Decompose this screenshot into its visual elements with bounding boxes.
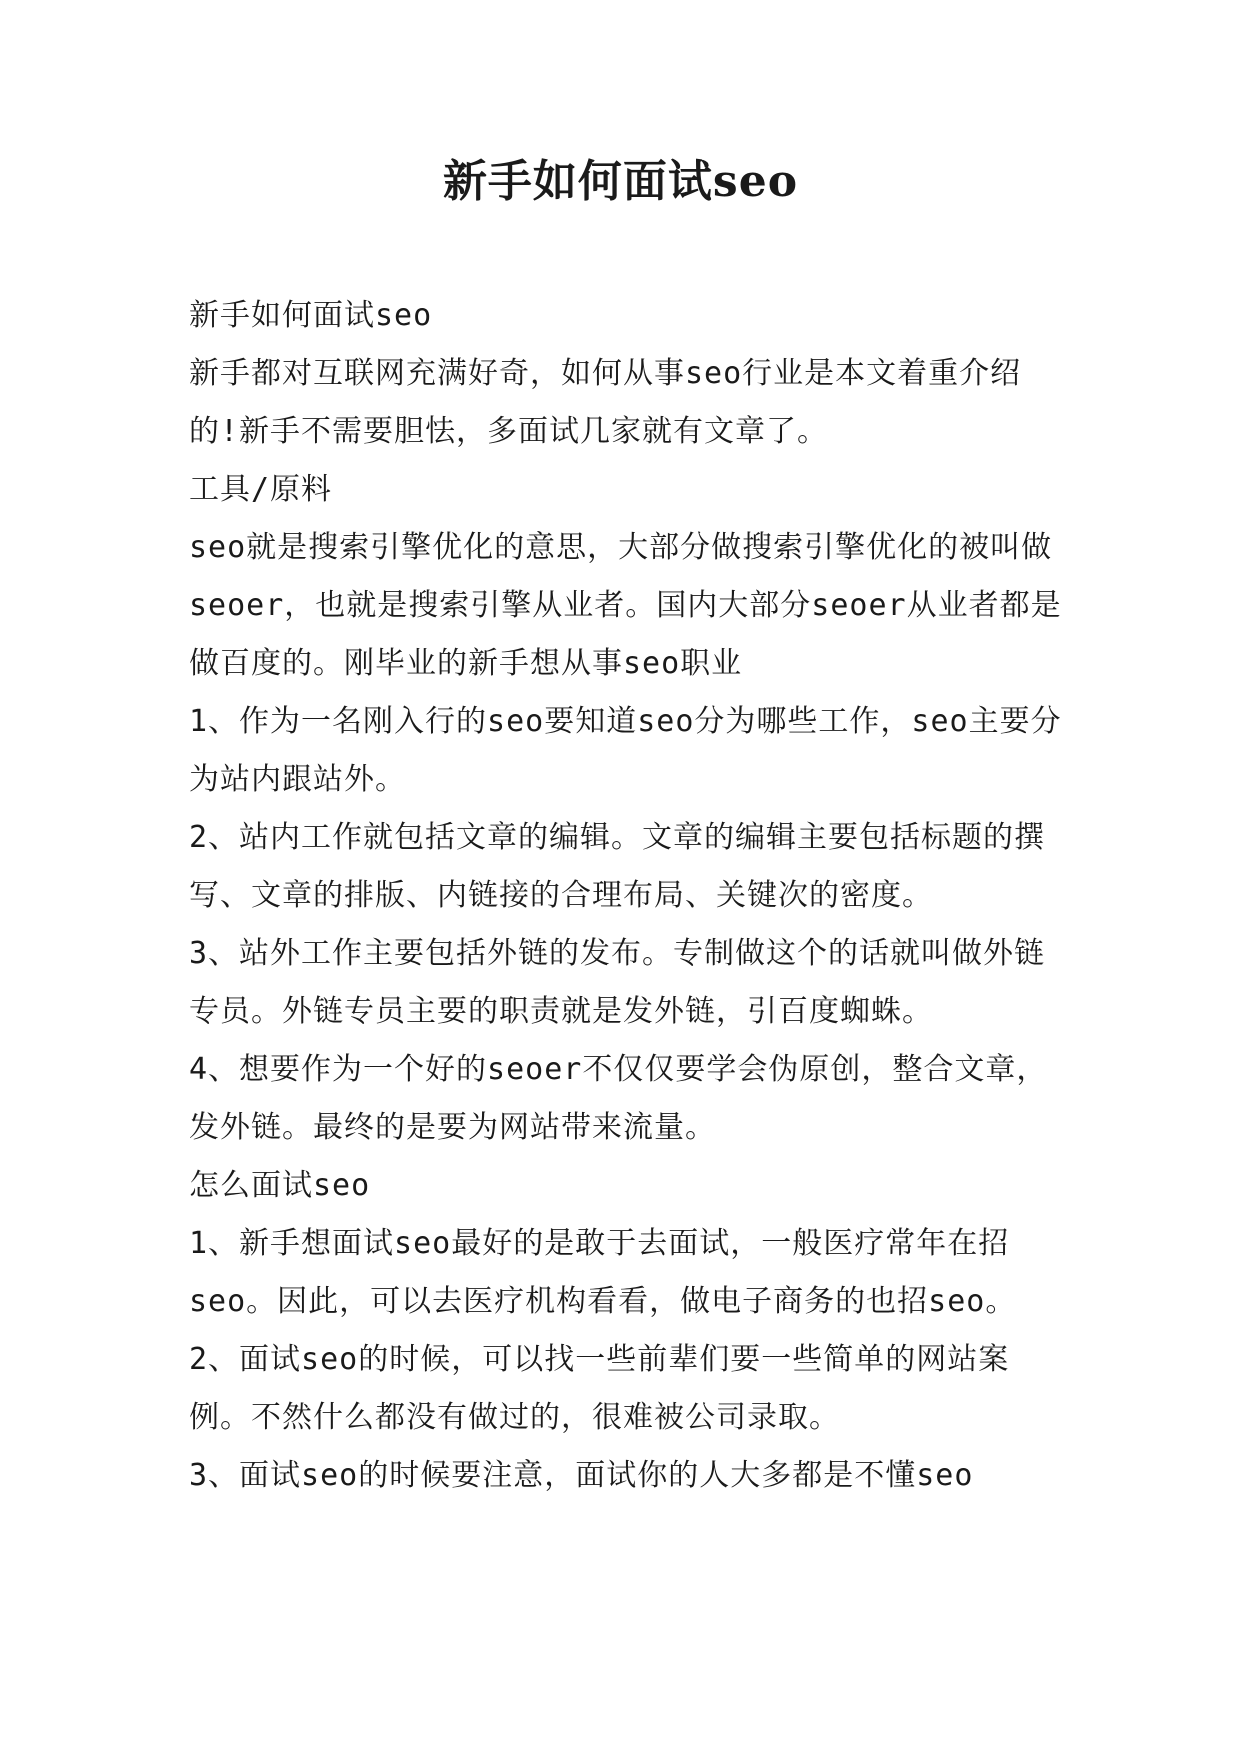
document-title: 新手如何面试seo [442, 156, 799, 207]
paragraph-heading-interview: 怎么面试seo [189, 1168, 371, 1203]
paragraph-seo-definition: seo就是搜索引擎优化的意思，大部分做搜索引擎优化的被叫做seoer，也就是搜索引擎从业者。国内大部分seoer从业者都是做百度的。刚毕业的新手想从事seo职业 [189, 530, 1062, 681]
paragraph-step-1: 1、作为一名刚入行的seo要知道seo分为哪些工作，seo主要分为站内跟站外。 [189, 704, 1062, 797]
paragraph-heading-tools: 工具/原料 [189, 472, 333, 507]
paragraph-step-3: 3、站外工作主要包括外链的发布。专制做这个的话就叫做外链专员。外链专员主要的职责就是发外链，引百度蜘蛛。 [189, 936, 1046, 1029]
paragraph-step-4: 4、想要作为一个好的seoer不仅仅要学会伪原创，整合文章，发外链。最终的是要为网站带来流量。 [189, 1052, 1048, 1145]
paragraph-step-2: 2、站内工作就包括文章的编辑。文章的编辑主要包括标题的撰写、文章的排版、内链接的合理布局、关键次的密度。 [189, 820, 1046, 913]
paragraph-interview-2: 2、面试seo的时候，可以找一些前辈们要一些简单的网站案例。不然什么都没有做过的，很难被公司录取。 [189, 1342, 1010, 1435]
paragraph-interview-3: 3、面试seo的时候要注意，面试你的人大多都是不懂seo [189, 1458, 974, 1493]
paragraph-interview-1: 1、新手想面试seo最好的是敢于去面试，一般医疗常年在招seo。因此，可以去医疗机构看看，做电子商务的也招seo。 [189, 1226, 1017, 1319]
document-body [189, 287, 1069, 1505]
paragraph-heading-intro: 新手如何面试seo [189, 298, 433, 333]
paragraph-intro: 新手都对互联网充满好奇，如何从事seo行业是本文着重介绍的!新手不需要胆怯，多面试几家就有文章了。 [189, 356, 1022, 449]
